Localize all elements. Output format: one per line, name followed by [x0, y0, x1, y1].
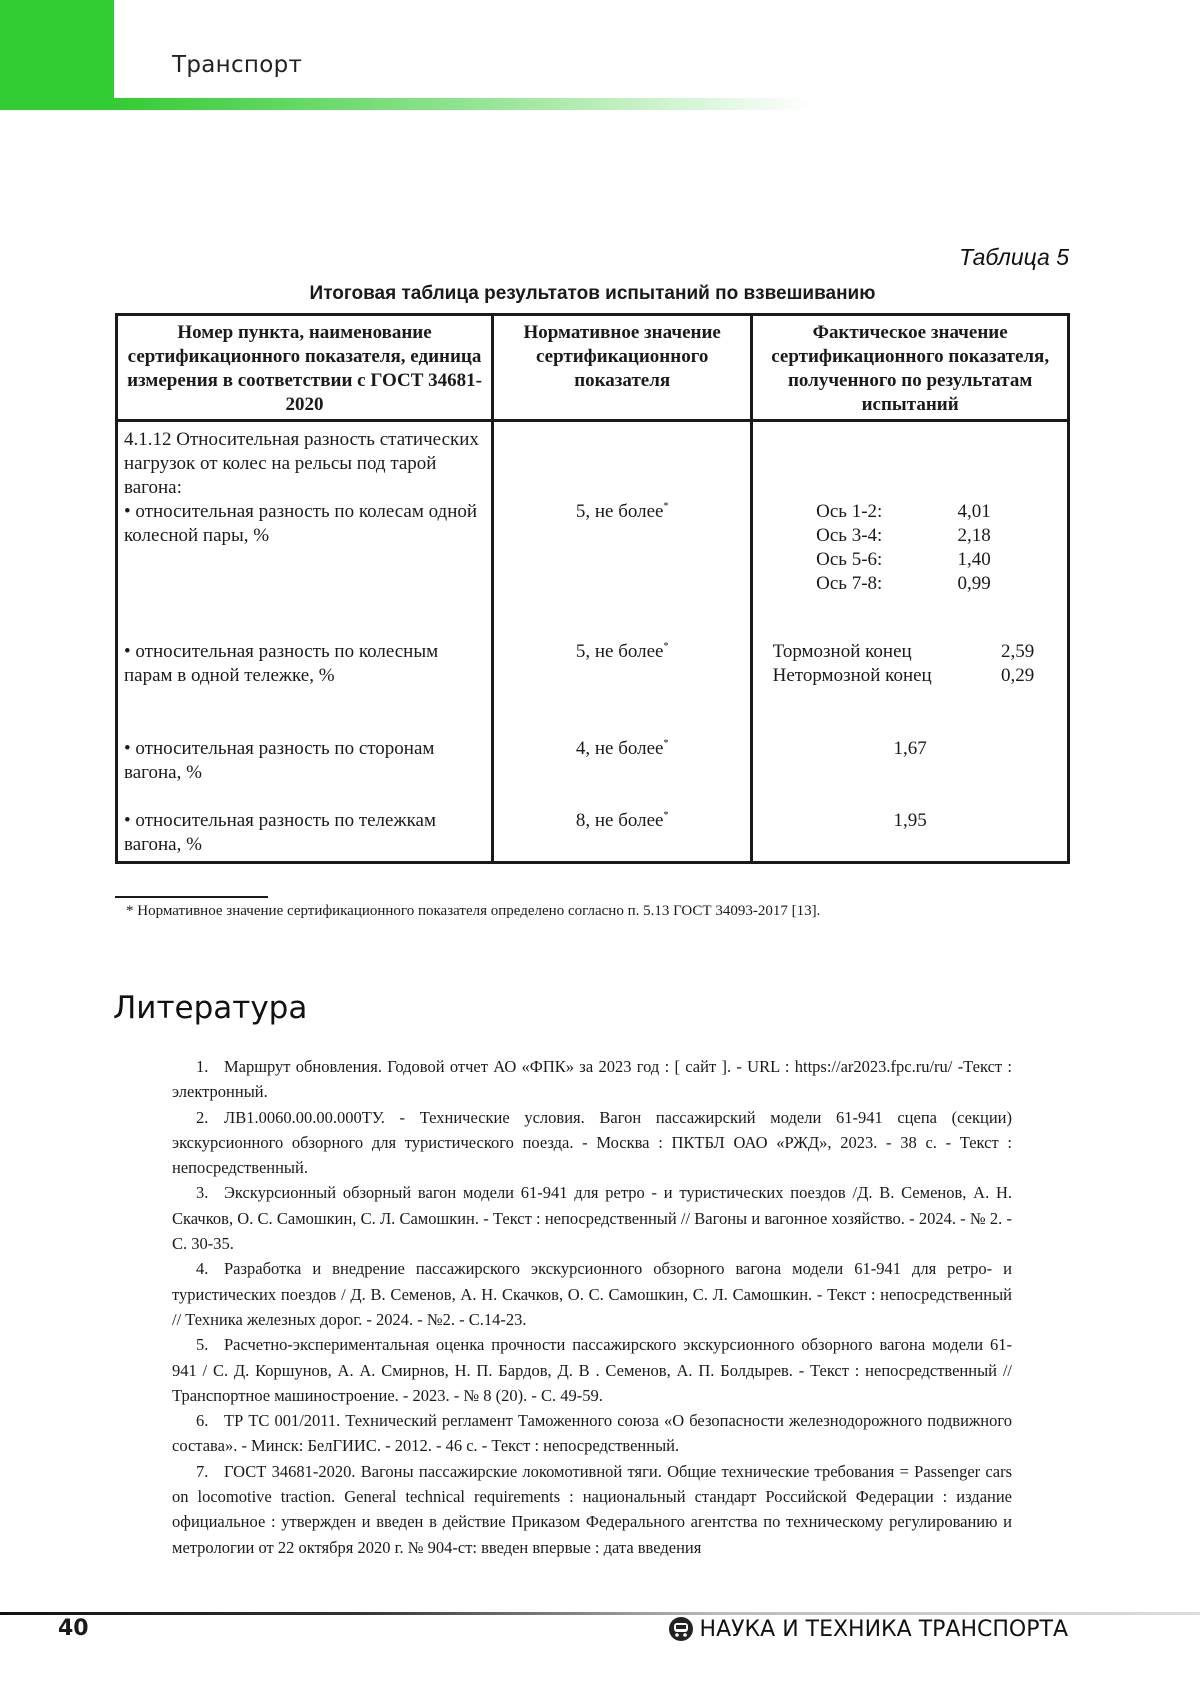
table-footnote: * Нормативное значение сертификационного показателя определено согласно п. 5.13 ГОСТ 34093-2017 [13]. [126, 903, 821, 919]
axle-label: Ось 3-4: [816, 525, 883, 546]
footnote-mark: * [663, 501, 669, 512]
axle-values [816, 500, 1004, 596]
reference-item [172, 1408, 1012, 1459]
axle-label: Ось 7-8: [816, 573, 883, 594]
axle-value: 0,99 [957, 573, 991, 594]
axle-value: 4,01 [957, 501, 991, 522]
reference-item [172, 1256, 1012, 1332]
reference-number: 7. [196, 1461, 209, 1481]
header-green-block [0, 0, 114, 110]
footnote-mark: * [663, 810, 669, 821]
item-heading: 4.1.12 Относительная разность статических нагрузок от колес на рельсы под тарой вагона: [124, 429, 479, 498]
table-cell [493, 640, 752, 737]
norm-value: 8, не более [575, 810, 664, 831]
table-title: Итоговая таблица результатов испытаний по взвешиванию [309, 283, 876, 304]
table-cell [752, 421, 1069, 641]
end-label: Нетормозной конец [772, 665, 932, 686]
journal-title: НАУКА И ТЕХНИКА ТРАНСПОРТА [699, 1616, 1068, 1642]
end-value: 0,29 [1001, 665, 1035, 686]
footnote-rule [115, 896, 268, 898]
table-cell: • относительная разность по сторонам вагона, % [117, 737, 493, 809]
table-cell [493, 737, 752, 809]
column-header: Фактическое значение сертификационного показателя, полученного по результатам испытаний [752, 315, 1069, 421]
reference-item [172, 1332, 1012, 1408]
column-header: Номер пункта, наименование сертификационного показателя, единица измерения в соответствии с ГОСТ 34681-2020 [117, 315, 493, 421]
table-row [117, 640, 1069, 737]
end-values [773, 640, 1048, 688]
axle-value: 2,18 [957, 525, 991, 546]
reference-text: Разработка и внедрение пассажирского экскурсионного обзорного вагона модели 61-941 для ретро- и туристических поездов / Д. В. Семенов, А. Н. Скачков, О. С. Самошкин, С. Л. Самошкин. - Текст : непосредственный // Техника железных дорог. - 2024. - №2. - С.14-23. [172, 1259, 1012, 1329]
norm-value: 5, не более [575, 641, 664, 662]
end-label: Тормозной конец [772, 641, 912, 662]
table-cell [493, 421, 752, 641]
table-label: Таблица 5 [959, 244, 1069, 270]
journal-name [668, 1616, 1068, 1642]
reference-number: 2. [196, 1107, 209, 1127]
axle-label: Ось 1-2: [816, 501, 883, 522]
end-value: 2,59 [1001, 641, 1035, 662]
table-cell: 1,95 [752, 809, 1069, 863]
column-header: Нормативное значение сертификационного показателя [493, 315, 752, 421]
table-header-row [117, 315, 1069, 421]
table-cell: 1,67 [752, 737, 1069, 809]
reference-text: Маршрут обновления. Годовой отчет АО «ФПК» за 2023 год : [ сайт ]. - URL : https://ar2023.fpc.ru/ru/ -Текст : электронный. [172, 1057, 1012, 1102]
results-table [115, 313, 1070, 864]
footer-rule [0, 1612, 1200, 1615]
journal-logo-icon [668, 1616, 694, 1642]
reference-item [172, 1459, 1012, 1560]
table-cell [752, 640, 1069, 737]
reference-list [172, 1054, 1012, 1560]
row-name: • относительная разность по колесам одной колесной пары, % [124, 501, 478, 546]
table-cell: • относительная разность по колесным парам в одной тележке, % [117, 640, 493, 737]
axle-label: Ось 5-6: [816, 549, 883, 570]
table-row [117, 421, 1069, 641]
table-row [117, 737, 1069, 809]
header-gradient-bar [114, 98, 814, 110]
reference-text: ЛВ1.0060.00.00.000ТУ. - Технические условия. Вагон пассажирский модели 61-941 сцепа (секции) экскурсионного обзорного для туристического поезда. - Москва : ПКТБЛ ОАО «РЖД», 2023. - 38 с. - Текст : непосредственный. [172, 1107, 1012, 1178]
table-cell [493, 809, 752, 863]
reference-text: ТР ТС 001/2011. Технический регламент Таможенного союза «О безопасности железнодорожного подвижного состава». - Минск: БелГИИС. - 2012. - 46 с. - Текст : непосредственный. [172, 1411, 1012, 1456]
table-cell [117, 421, 493, 641]
reference-text: Экскурсионный обзорный вагон модели 61-941 для ретро - и туристических поездов /Д. В. Семенов, А. Н. Скачков, О. С. Самошкин, С. Л. Самошкин. - Текст : непосредственный // Вагоны и вагонное хозяйство. - 2024. - № 2. - С. 30-35. [172, 1183, 1012, 1254]
page-number: 40 [58, 1616, 89, 1641]
reference-item [172, 1105, 1012, 1181]
footnote-mark: * [663, 738, 669, 749]
literature-heading: Литература [113, 990, 308, 1026]
reference-number: 4. [196, 1259, 209, 1279]
reference-number: 6. [196, 1411, 209, 1431]
table-row [117, 809, 1069, 863]
footnote-mark: * [663, 641, 669, 652]
axle-value: 1,40 [957, 549, 991, 570]
reference-text: ГОСТ 34681-2020. Вагоны пассажирские локомотивной тяги. Общие технические требования = Passenger cars on locomotive traction. General technical requirements : национальный стандарт Российской Федерации : издание официальное : утвержден и введен в действие Приказом Федерального агентства по техническому регулированию и метрологии от 22 октября 2020 г. № 904-ст: введен впервые : дата введения [172, 1461, 1012, 1557]
reference-text: Расчетно-экспериментальная оценка прочности пассажирского экскурсионного обзорного вагона модели 61-941 / С. Д. Коршунов, А. А. Смирнов, Н. П. Бардов, Д. В . Семенов, А. П. Болдырев. - Текст : непосредственный // Транспортное машиностроение. - 2023. - № 8 (20). - С. 49-59. [172, 1335, 1012, 1405]
reference-number: 5. [196, 1335, 209, 1355]
norm-value: 4, не более [575, 738, 664, 759]
reference-number: 1. [196, 1057, 209, 1076]
section-title: Транспорт [172, 52, 303, 78]
norm-value: 5, не более [575, 501, 664, 522]
reference-number: 3. [196, 1183, 209, 1203]
reference-item [172, 1180, 1012, 1256]
table-cell: • относительная разность по тележкам вагона, % [117, 809, 493, 863]
reference-item [172, 1054, 1012, 1105]
